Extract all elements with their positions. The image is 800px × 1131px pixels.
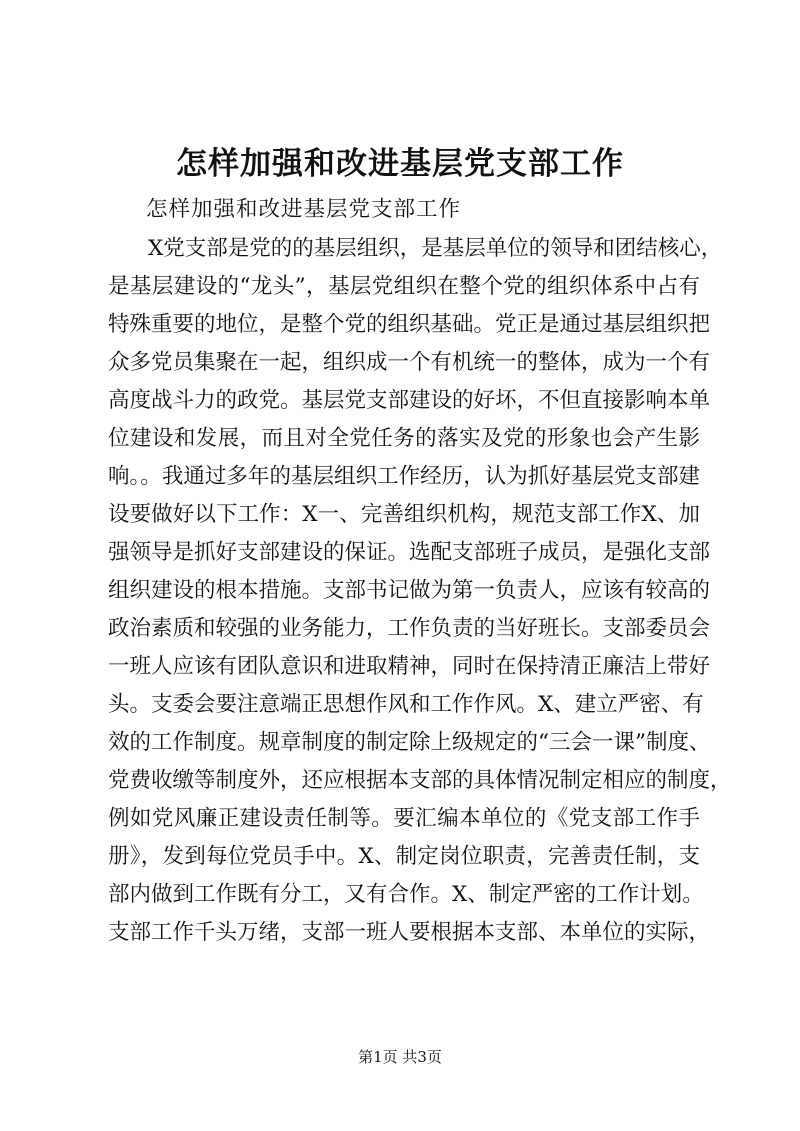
body-line: 支部工作千头万绪，支部一班人要根据本支部、本单位的实际，: [108, 920, 711, 945]
body-line: 政治素质和较强的业务能力，工作负责的当好班长。支部委员会: [108, 616, 711, 641]
body-line: 部内做到工作既有分工，又有合作。X、制定严密的工作计划。: [108, 882, 704, 907]
document-body: [108, 230, 732, 952]
body-line: 众多党员集聚在一起，组织成一个有机统一的整体，成为一个有: [108, 350, 711, 375]
body-line: 特殊重要的地位，是整个党的组织基础。党正是通过基层组织把: [108, 312, 711, 337]
document-title: 怎样加强和改进基层党支部工作: [176, 146, 624, 182]
body-line: 册》，发到每位党员手中。X、制定岗位职责，完善责任制，支: [108, 844, 700, 869]
body-line: 一班人应该有团队意识和进取精神，同时在保持清正廉洁上带好: [108, 654, 711, 679]
body-line: 高度战斗力的政党。基层党支部建设的好坏，不但直接影响本单: [108, 388, 711, 413]
body-line: 组织建设的根本措施。支部书记做为第一负责人，应该有较高的: [108, 578, 711, 603]
body-line: 例如党风廉正建设责任制等。要汇编本单位的《党支部工作手: [108, 806, 700, 831]
body-line: 党费收缴等制度外，还应根据本支部的具体情况制定相应的制度，: [108, 768, 732, 793]
body-line: 强领导是抓好支部建设的保证。选配支部班子成员，是强化支部: [108, 540, 711, 565]
body-line: 响。。我通过多年的基层组织工作经历，认为抓好基层党支部建: [108, 464, 700, 489]
body-line: 效的工作制度。规章制度的制定除上级规定的“三会一课”制度、: [108, 730, 711, 755]
document-subtitle: 怎样加强和改进基层党支部工作: [146, 197, 462, 222]
page-number-footer: 第1页 共3页: [358, 1048, 442, 1066]
body-line: 头。支委会要注意端正思想作风和工作作风。X、建立严密、有: [108, 692, 704, 717]
body-line: 是基层建设的“龙头”，基层党组织在整个党的组织体系中占有: [108, 274, 700, 299]
body-line: 位建设和发展，而且对全党任务的落实及党的形象也会产生影: [108, 426, 700, 451]
body-line: 设要做好以下工作：X一、完善组织机构，规范支部工作X、加: [108, 502, 700, 527]
body-line: X党支部是党的的基层组织，是基层单位的领导和团结核心，: [148, 236, 723, 261]
